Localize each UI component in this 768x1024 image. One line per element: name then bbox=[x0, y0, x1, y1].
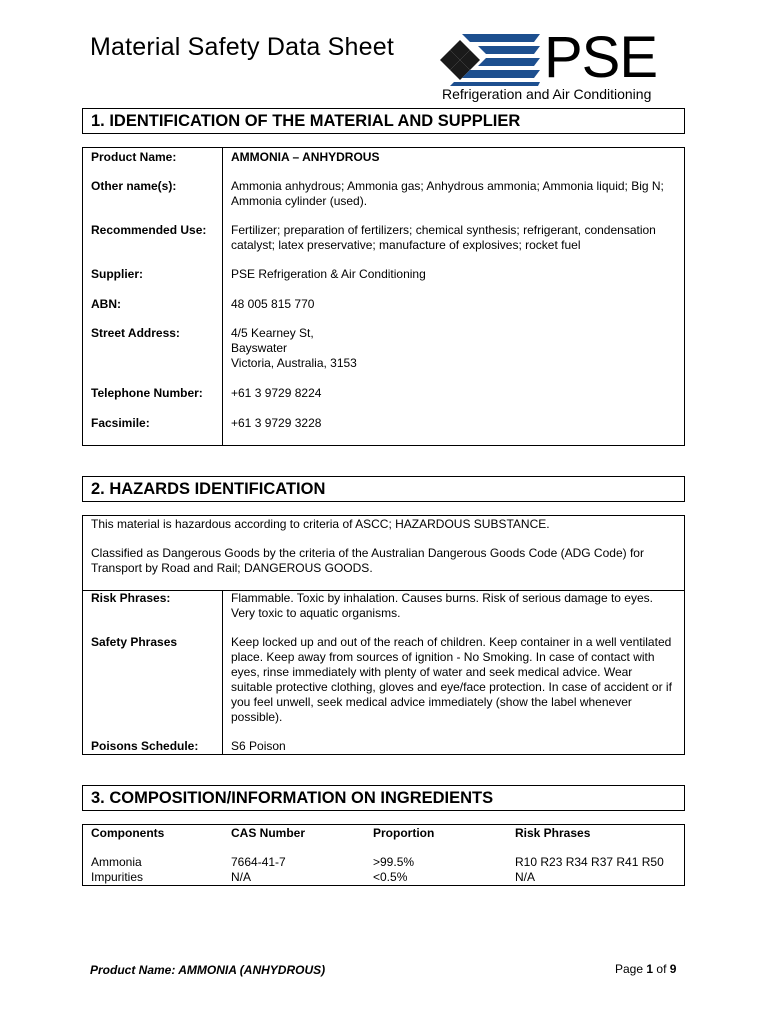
column-header: Proportion bbox=[373, 826, 435, 840]
section-3-table bbox=[82, 824, 685, 886]
column-divider bbox=[222, 148, 223, 445]
pse-logo bbox=[440, 25, 670, 106]
document-title: Material Safety Data Sheet bbox=[90, 33, 394, 61]
logo-wordmark: PSE bbox=[544, 25, 658, 90]
column-header: CAS Number bbox=[231, 826, 306, 840]
row-label: Street Address: bbox=[91, 326, 180, 340]
row-value: PSE Refrigeration & Air Conditioning bbox=[231, 267, 426, 281]
section-2-table bbox=[82, 515, 685, 755]
row-value: Keep locked up and out of the reach of children. Keep container in a well ventilated place. Keep away from sources of ignition - No Smoking. In case of contact with eyes, rinse immediately with plenty of water and seek medical advice. Wear suitable protective clothing, gloves and eye/face protection. In case of accident or if you feel unwell, seek medical advice immediately (show the label whenever possible). bbox=[231, 635, 672, 724]
hazard-intro-1: This material is hazardous according to criteria of ASCC; HAZARDOUS SUBSTANCE. bbox=[91, 517, 550, 531]
row-value: Ammonia anhydrous; Ammonia gas; Anhydrous ammonia; Ammonia liquid; Big N; Ammonia cylinder (used). bbox=[231, 179, 664, 208]
row-label: Telephone Number: bbox=[91, 386, 203, 400]
row-label: Risk Phrases: bbox=[91, 591, 171, 605]
page-total: 9 bbox=[669, 962, 677, 976]
row-label: Facsimile: bbox=[91, 416, 150, 430]
table-cell: R10 R23 R34 R37 R41 R50 bbox=[515, 855, 664, 869]
page-number: 1 bbox=[646, 962, 654, 976]
page-indicator bbox=[615, 962, 676, 976]
column-divider bbox=[222, 590, 223, 754]
row-value: Fertilizer; preparation of fertilizers; chemical synthesis; refrigerant, condensation catalyst; latex preservative; manufacture of explosives; rocket fuel bbox=[231, 223, 656, 252]
row-label: Product Name: bbox=[91, 150, 177, 164]
row-label: Recommended Use: bbox=[91, 223, 207, 237]
table-cell: Impurities bbox=[91, 870, 144, 884]
table-cell: 7664-41-7 bbox=[231, 855, 286, 869]
page-word: Page bbox=[615, 962, 644, 976]
address-line: 4/5 Kearney St, bbox=[231, 326, 314, 340]
table-cell: <0.5% bbox=[373, 870, 408, 884]
table-cell: N/A bbox=[231, 870, 252, 884]
hazard-intro-2: Classified as Dangerous Goods by the criteria of the Australian Dangerous Goods Code (ADG Code) for Transport by Road and Rail; DANGEROUS GOODS. bbox=[91, 546, 644, 575]
row-label: Other name(s): bbox=[91, 179, 177, 193]
column-header: Risk Phrases bbox=[515, 826, 591, 840]
section-1-table bbox=[82, 147, 685, 446]
row-label: Poisons Schedule: bbox=[91, 739, 199, 753]
row-label: ABN: bbox=[91, 297, 121, 311]
row-label: Supplier: bbox=[91, 267, 144, 281]
section-2-heading: 2. HAZARDS IDENTIFICATION bbox=[82, 476, 685, 502]
column-header: Components bbox=[91, 826, 165, 840]
row-value: 48 005 815 770 bbox=[231, 297, 315, 311]
address-line: Bayswater bbox=[231, 341, 288, 355]
pse-logo-mark-icon bbox=[440, 32, 544, 88]
table-cell: >99.5% bbox=[373, 855, 415, 869]
row-value: +61 3 9729 3228 bbox=[231, 416, 322, 430]
row-value bbox=[231, 326, 676, 371]
row-value: S6 Poison bbox=[231, 739, 286, 753]
table-cell: Ammonia bbox=[91, 855, 142, 869]
section-3-heading: 3. COMPOSITION/INFORMATION ON INGREDIENTS bbox=[82, 785, 685, 811]
row-label: Safety Phrases bbox=[91, 635, 178, 649]
row-value: +61 3 9729 8224 bbox=[231, 386, 322, 400]
footer-product-name: Product Name: AMMONIA (ANHYDROUS) bbox=[90, 963, 326, 977]
table-cell: N/A bbox=[515, 870, 536, 884]
address-line: Victoria, Australia, 3153 bbox=[231, 356, 357, 370]
row-value: AMMONIA – ANHYDROUS bbox=[231, 150, 380, 164]
row-value: Flammable. Toxic by inhalation. Causes burns. Risk of serious damage to eyes. Very toxic to aquatic organisms. bbox=[231, 591, 653, 620]
section-1-heading: 1. IDENTIFICATION OF THE MATERIAL AND SUPPLIER bbox=[82, 108, 685, 134]
logo-subtitle: Refrigeration and Air Conditioning bbox=[442, 86, 652, 102]
page-of: of bbox=[656, 962, 667, 976]
